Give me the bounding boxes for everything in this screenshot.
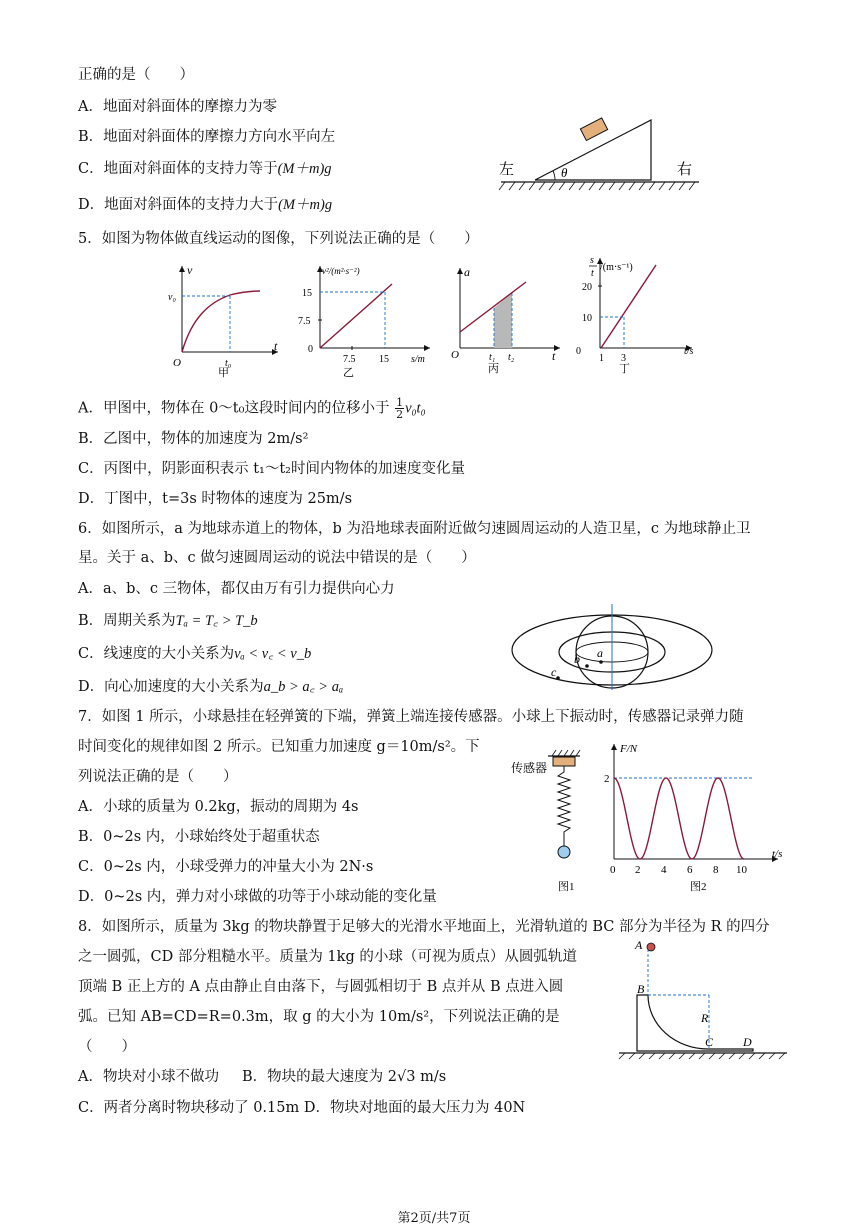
ding-xtick-1: 1 (599, 353, 604, 364)
bing-shaded-area (494, 293, 512, 348)
q8-option-b-value: 2√3 m/s (387, 1069, 447, 1085)
q6-option-d (78, 678, 343, 696)
jia-v0-label: v₀ (168, 292, 176, 303)
spring-coil (558, 766, 570, 846)
bing-t1-label: t₁ (489, 352, 496, 363)
q5-stem: 5．如图为物体做直线运动的图像，下列说法正确的是（ ） (78, 231, 479, 247)
q6-option-b-text: B．周期关系为 (78, 613, 176, 629)
q7-option-a: A．小球的质量为 0.2kg，振动的周期为 4s (78, 799, 359, 815)
q7-stem-line3: 列说法正确的是（ ） (78, 769, 238, 785)
spring-figure (508, 750, 588, 900)
graph-yi (298, 262, 438, 377)
track-figure (615, 935, 790, 1060)
bing-y-label: a (464, 265, 470, 279)
frac-den: 2 (396, 408, 404, 421)
q8-line1: 8．如图所示，质量为 3kg 的物块静置于足够大的光滑水平地面上，光滑轨道的 BC 部分为半径为 R 的四分 (78, 919, 770, 935)
point-b-label: B (637, 982, 645, 996)
q4-option-c-formula: (M＋m)g (277, 161, 332, 177)
q6-option-b (78, 612, 258, 630)
fig2-caption: 图2 (690, 881, 707, 893)
ding-caption: 丁 (619, 363, 630, 375)
point-a-label: A (635, 938, 643, 952)
yi-line (320, 284, 392, 348)
ft-xtick-4: 4 (661, 864, 667, 876)
jia-origin: O (173, 357, 181, 369)
q5-option-b: B．乙图中，物体的加速度为 2m/s² (78, 431, 309, 447)
q8-line4: 弧。已知 AB=CD=R=0.3m，取 g 的大小为 10m/s²，下列说法正确的是 (78, 1009, 560, 1025)
track-block (637, 995, 753, 1051)
q5-option-a-suffix: v₀t₀ (405, 400, 426, 417)
label-a: a (597, 646, 603, 660)
label-c: c (551, 665, 557, 679)
bing-line (460, 282, 526, 332)
q4-option-c-text: C．地面对斜面体的支持力等于 (78, 161, 278, 177)
yi-xtick-15: 15 (379, 354, 389, 365)
q6-option-c (78, 645, 311, 663)
bing-x-label: t (552, 349, 556, 363)
q7-stem-line2: 时间变化的规律如图 2 所示。已知重力加速度 g＝10m/s²。下 (78, 739, 480, 755)
q8-line2: 之一圆弧，CD 部分粗糙水平。质量为 1kg 的小球（可视为质点）从圆弧轨道 (78, 949, 577, 965)
ft-x-label: t/s (772, 848, 783, 860)
jia-x-label: t (274, 339, 278, 353)
incline-left-label: 左 (499, 162, 515, 178)
ding-xtick-3: 3 (621, 353, 626, 364)
q8-option-c: C．两者分离时物块移动了 0.15m (78, 1100, 300, 1116)
orbit-figure (505, 600, 715, 692)
bing-caption: 丙 (488, 363, 499, 375)
incline-angle-label: θ (561, 165, 568, 180)
graph-ding (570, 252, 705, 377)
point-d-label: D (743, 1035, 752, 1049)
label-b: b (574, 652, 580, 666)
q7-stem-line1: 7．如图 1 所示，小球悬挂在轻弹簧的下端，弹簧上端连接传感器。小球上下振动时，传感器记录弹力随 (78, 709, 744, 725)
graph-bing (448, 262, 568, 377)
sensor-label: 传感器 (511, 761, 548, 775)
incline-right-label: 右 (677, 162, 693, 178)
q4-option-a: A．地面对斜面体的摩擦力为零 (78, 99, 277, 115)
ft-xtick-6: 6 (687, 864, 693, 876)
ding-ytick-20: 20 (582, 282, 592, 293)
q7-option-b: B．0~2s 内，小球始终处于超重状态 (78, 829, 320, 845)
q4-option-d-formula: (M＋m)g (278, 197, 333, 213)
q4-option-b: B．地面对斜面体的摩擦力方向水平向左 (78, 129, 336, 145)
ding-y-num: s (590, 255, 594, 266)
jia-y-label: v (187, 263, 193, 277)
q5-option-a-text: A．甲图中，物体在 0～t₀这段时间内的位移小于 (78, 400, 390, 417)
ding-x-label: t/s (684, 346, 694, 357)
jia-caption: 甲 (218, 367, 229, 379)
ding-y-unit: /(m·s⁻¹) (600, 262, 633, 273)
q8-options-cd (78, 1099, 525, 1117)
q4-option-c (78, 160, 332, 178)
ft-xtick-8: 8 (713, 864, 719, 876)
ding-ytick-0: 0 (576, 346, 581, 357)
ball-a (647, 943, 655, 951)
q8-options-ab (78, 1068, 446, 1086)
radius-label: R (701, 1011, 709, 1025)
q8-line3: 顶端 B 正上方的 A 点由静止自由落下，与圆弧相切于 B 点并从 B 点进入圆 (78, 979, 564, 995)
force-time-graph (600, 738, 790, 898)
point-c-label: C (705, 1035, 714, 1049)
q5-option-d: D．丁图中，t=3s 时物体的速度为 25m/s (78, 491, 353, 507)
q7-option-c: C．0~2s 内，小球受弹力的冲量大小为 2N·s (78, 859, 374, 875)
ft-y-label: F/N (620, 743, 638, 755)
yi-y-label: v²/(m²·s⁻²) (322, 266, 360, 276)
ft-xtick-10: 10 (736, 864, 747, 876)
q7-option-d: D．0~2s 内，弹力对小球做的功等于小球动能的变化量 (78, 889, 437, 905)
q6-option-b-formula: Tₐ = T꜀ > T_b (175, 613, 258, 629)
q5-option-a (78, 397, 426, 420)
q6-stem-line2: 星。关于 a、b、c 做匀速圆周运动的说法中错误的是（ ） (78, 550, 476, 566)
q6-option-d-formula: a_b > a꜀ > aₐ (263, 679, 344, 695)
sensor-box (553, 757, 575, 766)
q5-option-c: C．丙图中，阴影面积表示 t₁～t₂时间内物体的加速度变化量 (78, 461, 465, 477)
q6-option-c-formula: vₐ < v꜀ < v_b (234, 646, 312, 662)
ft-ytick-2: 2 (604, 773, 610, 785)
q4-option-d (78, 196, 332, 214)
ft-xtick-0: 0 (610, 864, 616, 876)
q4-intro: 正确的是（ ） (78, 67, 194, 83)
q5-option-a-fraction (395, 397, 404, 420)
q4-option-d-text: D．地面对斜面体的支持力大于 (78, 197, 279, 213)
ding-y-den: t (591, 268, 594, 279)
ding-line (601, 265, 656, 348)
q8-option-a: A．物块对小球不做功 (78, 1069, 219, 1085)
q6-option-c-text: C．线速度的大小关系为 (78, 646, 235, 662)
page-footer: 第2页/共7页 (397, 1211, 471, 1226)
incline-figure (495, 110, 705, 195)
q8-option-b-text: B．物块的最大速度为 (242, 1069, 384, 1085)
jia-t0-label: t₀ (225, 358, 232, 369)
q6-stem-line1: 6．如图所示，a 为地球赤道上的物体，b 为沿地球表面附近做匀速圆周运动的人造卫星，c 为地球静止卫 (78, 521, 751, 537)
incline-block (580, 118, 607, 141)
ft-xtick-2: 2 (635, 864, 641, 876)
q6-option-a: A．a、b、c 三物体，都仅由万有引力提供向心力 (78, 581, 395, 597)
graph-jia (160, 262, 285, 377)
frac-num: 1 (396, 396, 404, 409)
yi-x-label: s/m (411, 354, 425, 365)
yi-caption: 乙 (343, 367, 354, 379)
fig1-caption: 图1 (558, 881, 575, 893)
yi-ytick-15: 15 (302, 288, 312, 299)
yi-ytick-0: 0 (308, 344, 313, 355)
q8-option-d: D．物块对地面的最大压力为 40N (303, 1100, 526, 1116)
bing-origin: O (451, 349, 459, 361)
q8-line5: （ ） (78, 1039, 136, 1055)
yi-xtick-7.5: 7.5 (343, 354, 356, 365)
spring-ball (558, 846, 570, 858)
bing-t2-label: t₂ (508, 352, 515, 363)
jia-curve (182, 291, 260, 352)
ding-ytick-10: 10 (582, 313, 592, 324)
force-curve (614, 778, 744, 859)
yi-ytick-7.5: 7.5 (298, 316, 311, 327)
q6-option-d-text: D．向心加速度的大小关系为 (78, 679, 264, 695)
